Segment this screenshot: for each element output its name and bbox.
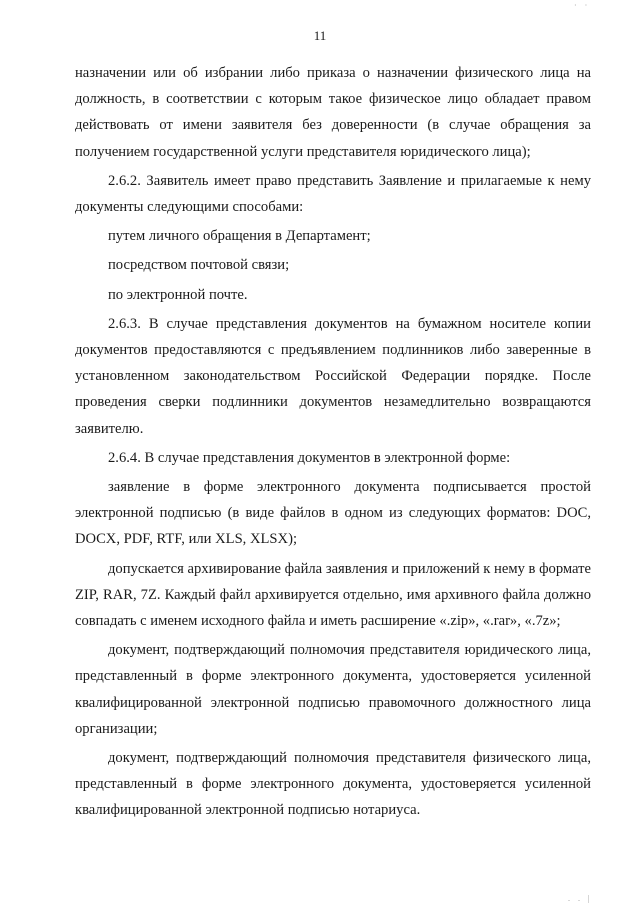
paragraph-2-6-3: 2.6.3. В случае представления документов на бумажном носителе копии документов предоставляются с предъявлением подлинников либо заверенные в установленном законодательством Российской Федерации порядке. После проведения сверки подлинники документов незамедлительно возвращаются заявителю. [75,315,591,437]
corner-scan-mark: · · [574,1,591,10]
paragraph-2-6-2: 2.6.2. Заявитель имеет право представить Заявление и прилагаемые к нему документы следующими способами: [75,172,591,216]
list-item-postal: посредством почтовой связи; [108,257,290,274]
paragraph-individual-rep: документ, подтверждающий полномочия представителя физического лица, представленный в форме электронного документа, удостоверяется усиленной квалифицированной электронной подписью нотариуса. [75,750,591,819]
paragraph-archiving: допускается архивирование файла заявления и приложений к нему в формате ZIP, RAR, 7Z. Каждый файл архивируется отдельно, имя архивного файла должно совпадать с именем исходного файла и иметь расширение «.zip», «.rar», «.7z»; [75,560,591,630]
paragraph-electronic-signature: заявление в форме электронного документа подписывается простой электронной подписью (в виде файлов в одном из следующих форматов: DOC, DOCX, PDF, RTF, или XLS, XLSX); [75,479,591,548]
corner-scan-mark-bottom: . . | [568,894,593,903]
list-item-personal-visit: путем личного обращения в Департамент; [108,228,371,245]
paragraph-2-6-4: 2.6.4. В случае представления документов в электронной форме: [108,449,511,466]
list-item-email: по электронной почте. [108,286,248,303]
paragraph-legal-entity-rep: документ, подтверждающий полномочия представителя юридического лица, представленный в форме электронного документа, удостоверяется усиленной квалифицированной электронной подписью правомочного должностного лица организации; [75,642,591,737]
page-number: 11 [313,28,327,43]
paragraph-continuation: назначении или об избрании либо приказа о назначении физического лица на должность, в соответствии с которым такое физическое лицо обладает правом действовать от имени заявителя без доверенности (в случае обращения за получением государственной услуги представителя юридического лица); [75,65,591,160]
document-body [75,60,591,824]
